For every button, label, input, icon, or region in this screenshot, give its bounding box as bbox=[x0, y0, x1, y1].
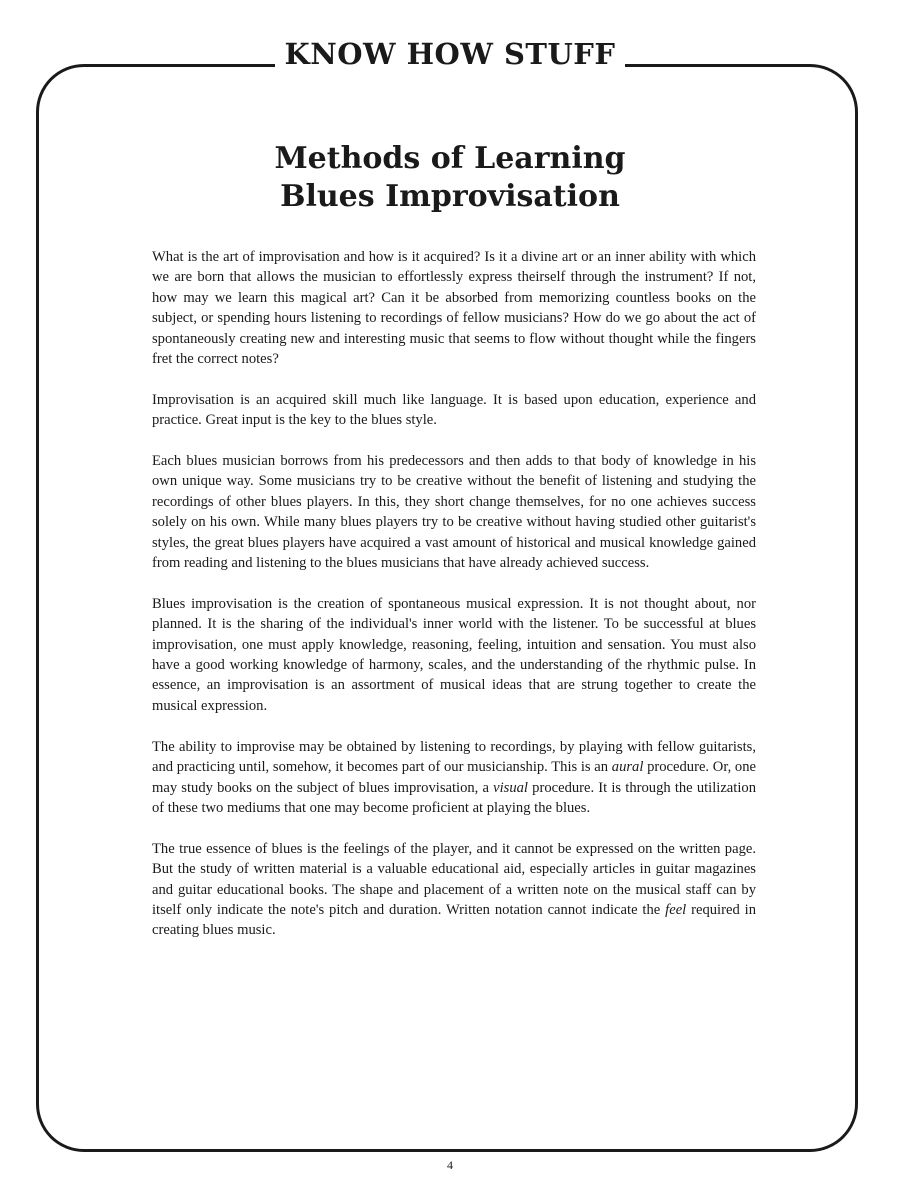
paragraph-3: Each blues musician borrows from his predecessors and then adds to that body of knowledge in his own unique way. Some musicians try to be creative without the benefit of listening and studying the recordings of other blues players. In this, they short change themselves, for no one achieves success solely on his own. While many blues players try to be creative without having studied other guitarist's styles, the great blues players have acquired a vast amount of historical and musical knowledge gained from reading and listening to the blues musicians that have already achieved success. bbox=[152, 453, 756, 572]
paragraph-5-text-b: procedure. Or, one may study books on the subject of blues improvisation, a bbox=[152, 759, 757, 796]
paragraph-2: Improvisation is an acquired skill much like language. It is based upon education, experience and practice. Great input is the key to the blues style. bbox=[152, 391, 756, 429]
page-number: 4 bbox=[447, 1158, 453, 1172]
paragraph-5 bbox=[152, 737, 756, 819]
paragraph-6 bbox=[152, 839, 756, 941]
article-title-line-1: Methods of Learning bbox=[274, 141, 626, 176]
paragraph-5-text-a: The ability to improvise may be obtained by listening to recordings, by playing with fellow guitarists, and practicing until, somehow, it becomes part of our musicianship. This is an bbox=[152, 738, 756, 776]
section-header bbox=[0, 37, 900, 71]
paragraph-5-text-c: procedure. It is through the utilization of these two mediums that one may become proficient at playing the blues. bbox=[152, 779, 756, 816]
paragraph-5-emphasis-aural: aural bbox=[611, 759, 644, 776]
article-title bbox=[0, 140, 900, 216]
paragraph-5-emphasis-visual: visual bbox=[493, 779, 528, 796]
paragraph-6-text-a: The true essence of blues is the feelings of the player, and it cannot be expressed on the written page. But the study of written material is a valuable educational aid, especially articles in guitar magazines and guitar educational books. The shape and placement of a written note on the musical staff can by itself only indicate the note's pitch and duration. Written notation cannot indicate the bbox=[152, 840, 756, 918]
paragraph-4: Blues improvisation is the creation of spontaneous musical expression. It is not thought about, nor planned. It is the sharing of the individual's inner world with the listener. To be successful at blues improvisation, one must apply knowledge, reasoning, feeling, intuition and sensation. You must also have a good working knowledge of harmony, scales, and the understanding of the rhythmic pulse. In essence, an improvisation is an assortment of musical ideas that are strung together to create the musical expression. bbox=[152, 595, 756, 714]
section-header-label: KNOW HOW STUFF bbox=[275, 40, 626, 69]
paragraph-1: What is the art of improvisation and how is it acquired? Is it a divine art or an inner ability with which we are born that allows the musician to effortlessly express theirself through the instrument? If not, how may we learn this magical art? Can it be absorbed from memorizing countless books on the subject, or spending hours listening to recordings of fellow musicians? How do we go about the act of spontaneously creating new and interesting music that seems to flow without thought while the fingers fret the correct notes? bbox=[152, 249, 756, 368]
article-title-line-2: Blues Improvisation bbox=[280, 179, 620, 214]
article-body bbox=[152, 247, 756, 961]
paragraph-6-text-b: required in creating blues music. bbox=[152, 901, 756, 939]
paragraph-6-emphasis-feel: feel bbox=[665, 901, 687, 918]
